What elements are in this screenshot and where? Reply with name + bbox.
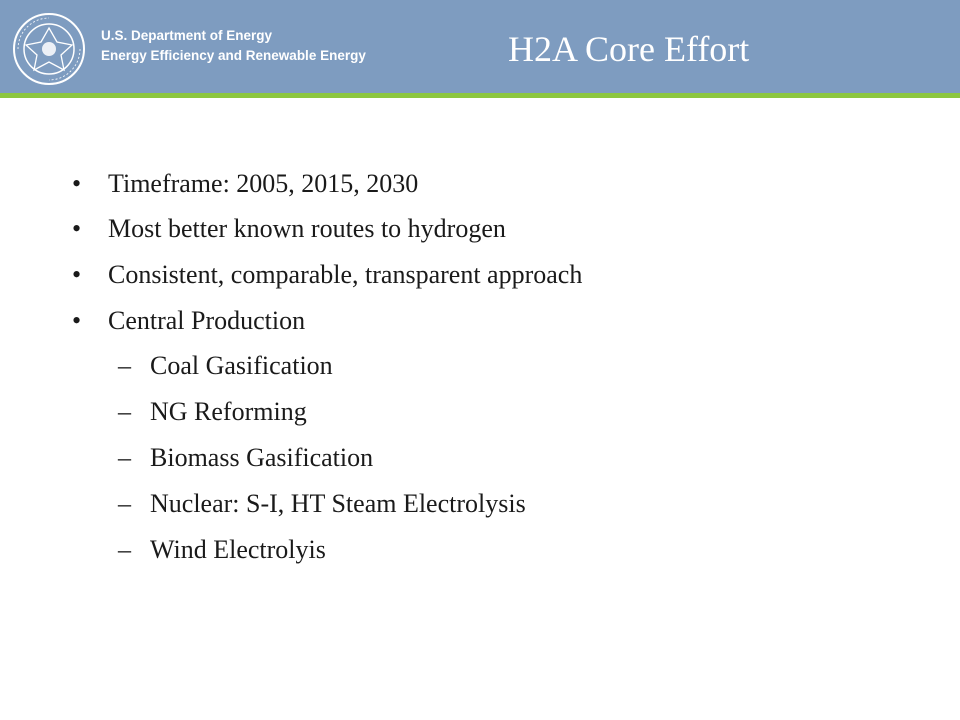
bullet-marker: • [72,260,82,289]
bullet-item: Timeframe: 2005, 2015, 2030 [108,169,419,198]
org-name: U.S. Department of Energy [101,28,273,43]
sub-bullet-marker: – [118,351,131,380]
org-division: Energy Efficiency and Renewable Energy [101,48,366,63]
sub-bullet-item: Coal Gasification [150,351,333,380]
sub-bullet-marker: – [118,443,131,472]
sub-bullet-marker: – [118,397,131,426]
sub-bullet-item: NG Reforming [150,397,307,426]
sub-bullet-item: Wind Electrolyis [150,535,326,564]
bullet-marker: • [72,214,82,243]
bullet-item: Consistent, comparable, transparent approach [108,260,583,289]
bullet-item: Central Production [108,306,306,335]
sub-bullet-item: Biomass Gasification [150,443,374,472]
sub-bullet-marker: – [118,489,131,518]
sub-bullet-item: Nuclear: S-I, HT Steam Electrolysis [150,489,526,518]
bullet-marker: • [72,306,82,335]
sub-bullet-marker: – [118,535,131,564]
slide-title: H2A Core Effort [508,29,750,69]
bullet-marker: • [72,169,82,198]
bullet-item: Most better known routes to hydrogen [108,214,506,243]
